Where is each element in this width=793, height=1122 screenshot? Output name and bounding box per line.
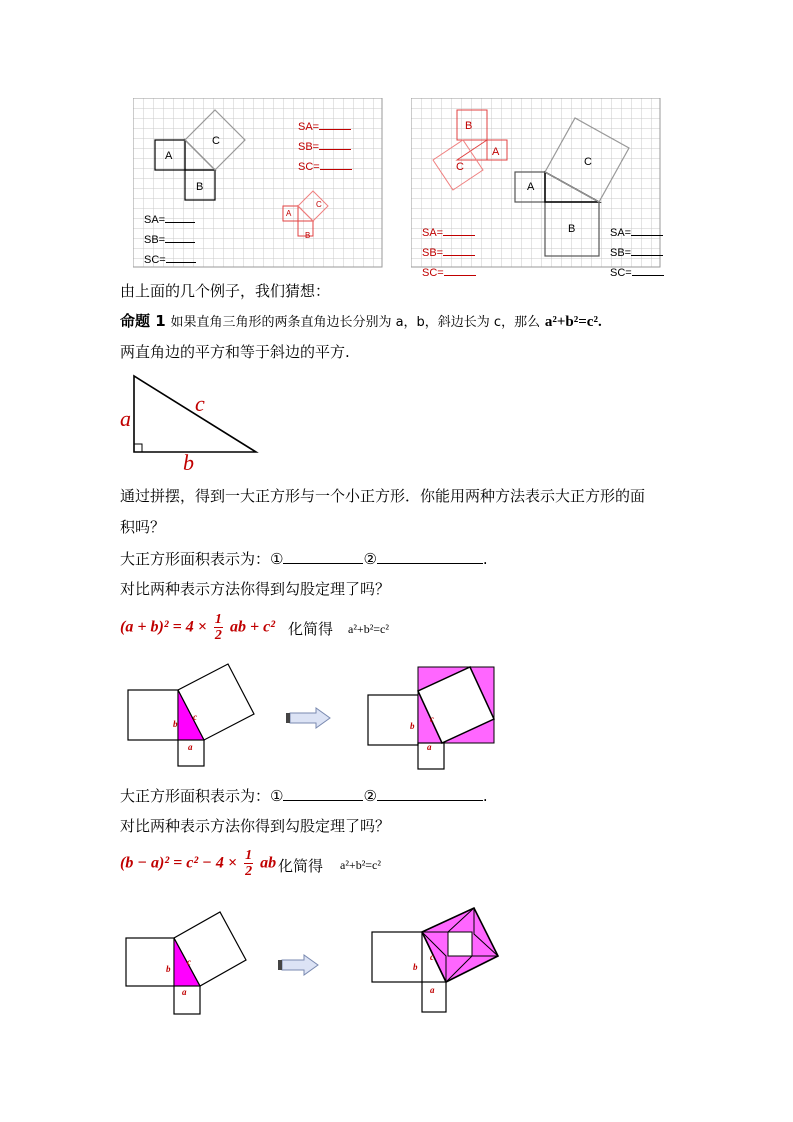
prop-label: 命题 1: [120, 312, 166, 330]
fig2-left-b: b: [166, 964, 171, 974]
fig1-right-a: a: [427, 742, 432, 752]
formula-1: (a + b)² = 4 × $\frac{1}{2}$ ab + c²: [120, 612, 276, 643]
figure-pair-1: [120, 655, 510, 775]
piecing-line-1: 通过拼摆，得到一大正方形与一个小正方形．你能用两种方法表示大正方形的面: [120, 487, 646, 505]
fig1-left-c: c: [193, 712, 197, 722]
blank-1a[interactable]: [283, 549, 363, 564]
grid1-label-a: A: [165, 150, 173, 162]
area-prompt-2: 大正方形面积表示为：① ② .: [120, 787, 488, 805]
fig1-left-a: a: [188, 742, 193, 752]
grid2-red-label-c: C: [456, 161, 464, 173]
grid2-blanks-left: SA= SB= SC=: [422, 221, 476, 281]
piecing-line-2: 积吗？: [120, 518, 166, 536]
blank-1b[interactable]: [377, 549, 483, 564]
fig1-right-c: c: [430, 714, 434, 724]
proposition-1: [120, 311, 602, 333]
fig2-left-a: a: [182, 987, 187, 997]
grid1-red-label-c: C: [316, 200, 322, 209]
triangle-label-b: b: [183, 450, 194, 475]
grid2-label-a: A: [527, 181, 535, 193]
fig2-right-c: c: [430, 952, 434, 962]
fig1-right-b: b: [410, 721, 415, 731]
formula-2: (b − a)² = c² − 4 × $\frac{1}{2}$ ab: [120, 848, 277, 879]
compare-2: 对比两种表示方法你得到勾股定理了吗？: [120, 817, 391, 835]
result-2: a²+b²=c²: [340, 858, 381, 872]
grid2-label-c: C: [584, 156, 592, 168]
prop-line-2: 两直角边的平方和等于斜边的平方.: [120, 343, 350, 361]
intro-text: 由上面的几个例子，我们猜想：: [120, 282, 331, 300]
blank-2b[interactable]: [377, 786, 483, 801]
grid1-label-b: B: [196, 181, 204, 193]
fig2-left-c: c: [187, 957, 191, 967]
grid2-red-label-b: B: [465, 120, 473, 132]
grid1-blanks-left: SA= SB= SC=: [144, 208, 196, 268]
fig2-right-a: a: [430, 985, 435, 995]
grid2-red-label-a: A: [492, 146, 500, 158]
fig2-right-b: b: [413, 962, 418, 972]
grid1-blanks-right: SA= SB= SC=: [298, 115, 352, 175]
grid2-blanks-right: SA= SB= SC=: [610, 221, 664, 281]
grid2-label-b: B: [568, 223, 576, 235]
prop-formula: a²+b²=c².: [544, 314, 602, 330]
prop-text: 如果直角三角形的两条直角边长分别为 a，b，斜边长为 c，那么: [170, 315, 541, 330]
compare-1: 对比两种表示方法你得到勾股定理了吗？: [120, 580, 391, 598]
simplify-1: 化简得: [288, 620, 334, 638]
area-prompt-1: 大正方形面积表示为：① ② .: [120, 550, 488, 568]
fig1-left-b: b: [173, 719, 178, 729]
figure-pair-2: [120, 898, 510, 1020]
triangle-label-a: a: [120, 406, 131, 431]
result-1: a²+b²=c²: [348, 622, 389, 636]
simplify-2: 化简得: [278, 857, 324, 875]
triangle-label-c: c: [195, 391, 205, 416]
grid1-label-c: C: [212, 135, 220, 147]
grid1-red-label-a: A: [286, 209, 292, 218]
blank-2a[interactable]: [283, 786, 363, 801]
grid1-red-label-b: B: [305, 231, 311, 240]
